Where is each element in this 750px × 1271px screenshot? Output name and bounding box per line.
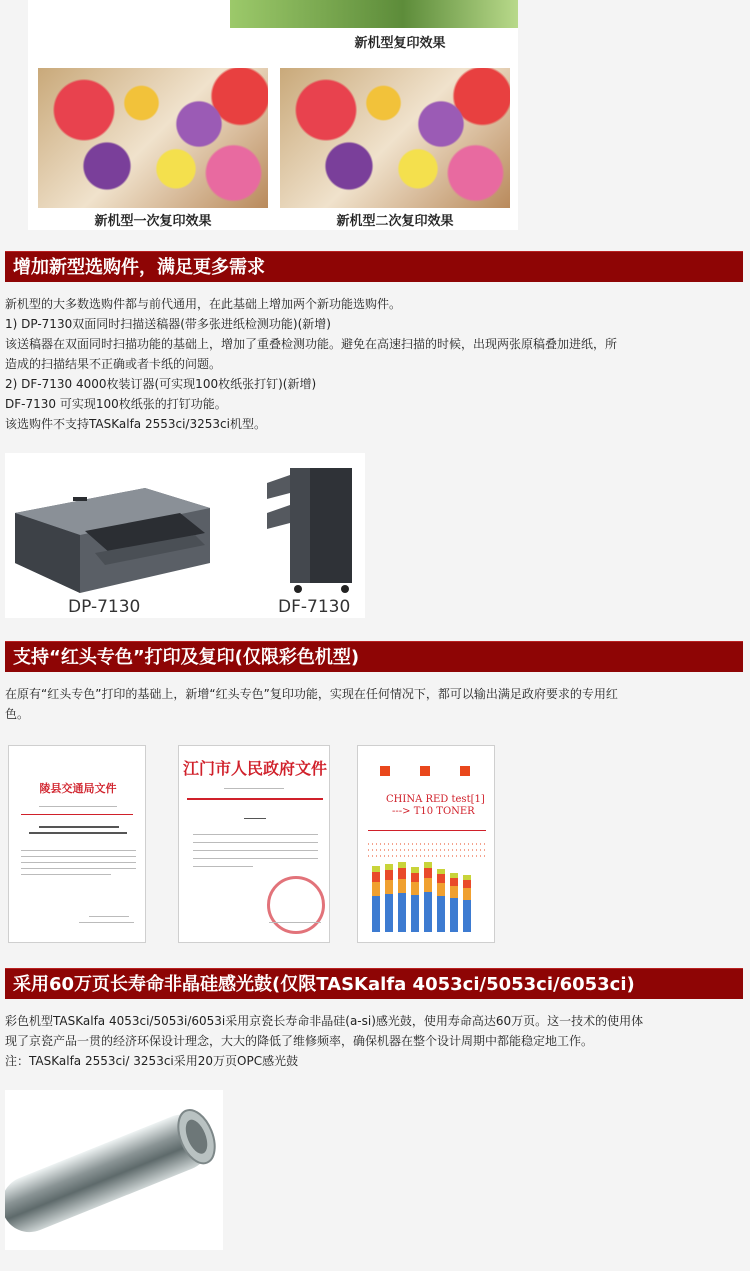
caption-second-copy: 新机型二次复印效果 [336, 214, 454, 229]
document-sample-3 [357, 745, 495, 943]
section-header-new-options: 增加新型选购件，满足更多需求 [5, 251, 743, 282]
text-line: DF-7130 可实现100枚纸张的打钉功能。 [5, 397, 227, 411]
doc2-title: 江门市人民政府文件 [182, 759, 327, 778]
red-seal-icon [267, 876, 325, 934]
label-df-7130: DF-7130 [278, 597, 351, 617]
caption-new-model: 新机型复印效果 [354, 36, 446, 51]
document-sample-1 [8, 745, 146, 943]
text-line: 现了京瓷产品一贯的经济环保设计理念，大大的降低了维修频率，确保机器在整个设计周期中都能稳定地工作。 [5, 1034, 594, 1048]
accessory-illustration [5, 453, 365, 618]
section-text-red-head [5, 684, 725, 724]
dp-7130-device [15, 488, 210, 593]
text-line: 1) DP-7130双面同时扫描送稿器(带多张进纸检测功能)(新增) [5, 317, 331, 331]
drum-illustration [5, 1090, 223, 1250]
text-line: 新机型的大多数选购件都与前代通用，在此基础上增加两个新功能选购件。 [5, 297, 402, 311]
document-sample-2 [178, 745, 330, 943]
text-line: 该选购件不支持TASKalfa 2553ci/3253ci机型。 [5, 417, 266, 431]
text-line: 2) DF-7130 4000枚装订器(可实现100枚纸张打钉)(新增) [5, 377, 317, 391]
accessory-image [5, 453, 365, 618]
second-copy-photo [280, 68, 510, 208]
section-text-new-options [5, 294, 725, 434]
section-header-drum: 采用60万页长寿命非晶硅感光鼓(仅限TASKalfa 4053ci/5053ci/6053ci) [5, 968, 743, 999]
color-test-bars [368, 838, 488, 938]
section-header-red-head: 支持“红头专色”打印及复印(仅限彩色机型) [5, 641, 743, 672]
label-dp-7130: DP-7130 [68, 597, 141, 617]
text-line: 该送稿器在双面同时扫描功能的基础上，增加了重叠检测功能。避免在高速扫描的时候，出现两张原稿叠加进纸，所 [5, 337, 618, 351]
doc1-title: 陵县交通局文件 [39, 782, 117, 795]
doc3-text: CHINA RED test[1] ---> T10 TONER [386, 794, 485, 817]
new-model-sample-photo [230, 0, 518, 28]
text-line: 彩色机型TASKalfa 4053ci/5053i/6053i采用京瓷长寿命非晶硅(a-si)感光鼓，使用寿命高达60万页。这一技术的使用体 [5, 1014, 644, 1028]
text-line: 造成的扫描结果不正确或者卡纸的问题。 [5, 357, 222, 371]
section-text-drum [5, 1011, 725, 1071]
caption-first-copy: 新机型一次复印效果 [94, 214, 212, 229]
text-line: 在原有“红头专色”打印的基础上，新增“红头专色”复印功能，实现在任何情况下，都可以输出满足政府要求的专用红 [5, 687, 618, 701]
photoconductor-drum-image [5, 1090, 223, 1250]
text-line: 色。 [5, 707, 30, 721]
first-copy-photo [38, 68, 268, 208]
text-line: 注：TASKalfa 2553ci/ 3253ci采用20万页OPC感光鼓 [5, 1054, 299, 1068]
df-7130-device [267, 468, 352, 593]
